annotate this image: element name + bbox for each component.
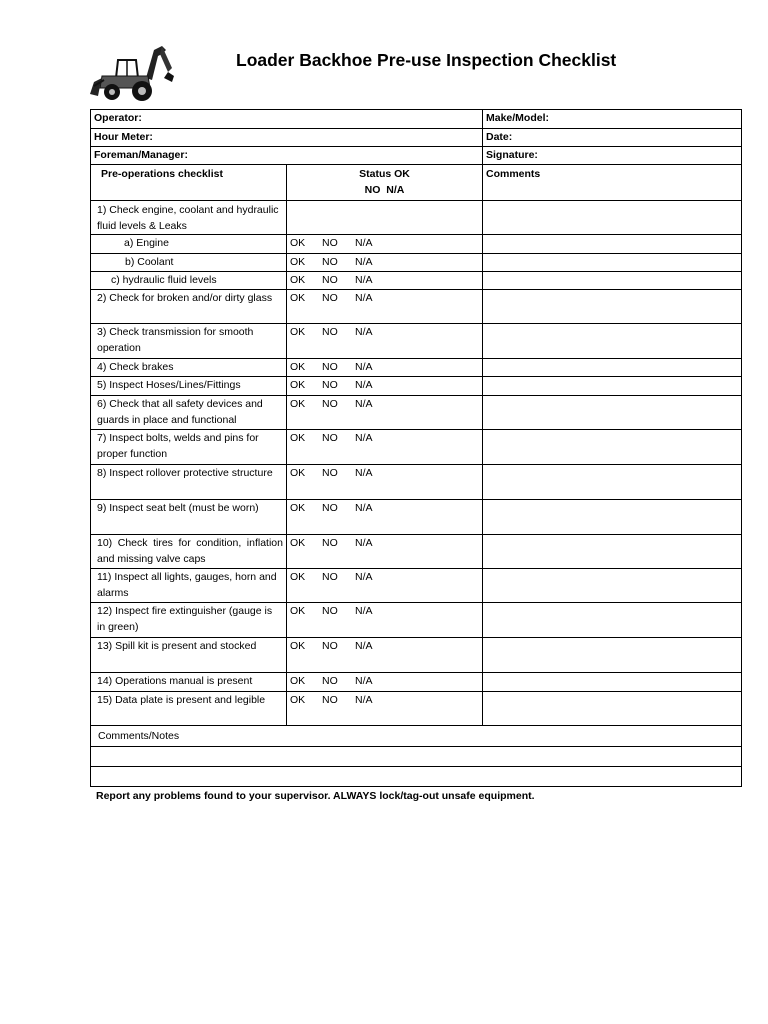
status-no-option[interactable]: NO xyxy=(322,467,338,479)
status-ok-option[interactable]: OK xyxy=(290,502,306,514)
status-no-option[interactable]: NO xyxy=(322,675,338,687)
status-no-option[interactable]: NO xyxy=(322,326,338,338)
item-comment[interactable] xyxy=(483,290,742,324)
item-status[interactable] xyxy=(287,569,483,603)
status-no-option[interactable]: NO xyxy=(322,292,338,304)
status-no-option[interactable]: NO xyxy=(322,256,338,268)
status-ok-option[interactable]: OK xyxy=(290,398,306,410)
item-comment[interactable] xyxy=(483,430,742,465)
status-no-option[interactable]: NO xyxy=(322,605,338,617)
status-na-option[interactable]: N/A xyxy=(355,502,373,514)
status-na-option[interactable]: N/A xyxy=(355,640,373,652)
status-na-option[interactable]: N/A xyxy=(355,292,373,304)
item-status[interactable] xyxy=(287,430,483,465)
notes-input[interactable] xyxy=(91,747,742,767)
notes-input[interactable] xyxy=(91,767,742,787)
checklist-row xyxy=(91,692,742,726)
status-na-option[interactable]: N/A xyxy=(355,467,373,479)
status-no-option[interactable]: NO xyxy=(322,694,338,706)
foreman-field[interactable]: Foreman/Manager: xyxy=(91,147,483,165)
item-status[interactable] xyxy=(287,638,483,673)
status-na-option[interactable]: N/A xyxy=(355,326,373,338)
item-status[interactable] xyxy=(287,377,483,396)
notes-label: Comments/Notes xyxy=(91,726,742,747)
item-status[interactable] xyxy=(287,465,483,500)
status-ok-option[interactable]: OK xyxy=(290,256,306,268)
item-status[interactable] xyxy=(287,290,483,324)
status-na-option[interactable]: N/A xyxy=(355,537,373,549)
status-no-option[interactable]: NO xyxy=(322,571,338,583)
item-label: 5) Inspect Hoses/Lines/Fittings xyxy=(91,377,287,396)
status-column-header xyxy=(287,165,483,201)
notes-header-row xyxy=(91,726,742,747)
item-label: 1) Check engine, coolant and hydraulic fluid levels & Leaks xyxy=(91,201,287,235)
item-label: 14) Operations manual is present xyxy=(91,673,287,692)
status-ok-option[interactable]: OK xyxy=(290,274,306,286)
status-ok-option[interactable]: OK xyxy=(290,379,306,391)
status-ok-option[interactable]: OK xyxy=(290,237,306,249)
status-ok-option[interactable]: OK xyxy=(290,571,306,583)
item-status[interactable] xyxy=(287,272,483,290)
item-label: 8) Inspect rollover protective structure xyxy=(91,465,287,500)
item-label: c) hydraulic fluid levels xyxy=(91,272,287,290)
item-status xyxy=(287,201,483,235)
status-na-option[interactable]: N/A xyxy=(355,432,373,444)
item-status[interactable] xyxy=(287,359,483,377)
item-comment[interactable] xyxy=(483,201,742,235)
status-ok-option[interactable]: OK xyxy=(290,640,306,652)
status-ok-option[interactable]: OK xyxy=(290,292,306,304)
checklist-row xyxy=(91,569,742,603)
status-no-option[interactable]: NO xyxy=(322,379,338,391)
make-model-field[interactable]: Make/Model: xyxy=(483,110,742,129)
status-na-option[interactable]: N/A xyxy=(355,694,373,706)
item-label: 13) Spill kit is present and stocked xyxy=(91,638,287,673)
status-no-option[interactable]: NO xyxy=(322,237,338,249)
item-status[interactable] xyxy=(287,324,483,359)
item-comment[interactable] xyxy=(483,235,742,254)
item-comment[interactable] xyxy=(483,500,742,535)
status-na-option[interactable]: N/A xyxy=(355,379,373,391)
item-status[interactable] xyxy=(287,535,483,569)
checklist-row xyxy=(91,324,742,359)
notes-line xyxy=(91,767,742,787)
status-na-option[interactable]: N/A xyxy=(355,571,373,583)
checklist-row xyxy=(91,535,742,569)
page-title: Loader Backhoe Pre-use Inspection Checklist xyxy=(236,50,617,70)
status-no-option[interactable]: NO xyxy=(322,537,338,549)
checklist-row xyxy=(91,235,742,254)
item-comment[interactable] xyxy=(483,638,742,673)
item-label: 6) Check that all safety devices and guards in place and functional xyxy=(91,396,287,430)
item-status[interactable] xyxy=(287,692,483,726)
status-ok-option[interactable]: OK xyxy=(290,605,306,617)
header-row-operator xyxy=(91,110,742,129)
inspection-checklist-table xyxy=(90,109,742,787)
checklist-row xyxy=(91,673,742,692)
status-na-option[interactable]: N/A xyxy=(355,398,373,410)
item-comment[interactable] xyxy=(483,673,742,692)
header-row-hour-meter xyxy=(91,129,742,147)
status-no-option[interactable]: NO xyxy=(322,274,338,286)
status-na-option[interactable]: N/A xyxy=(355,274,373,286)
column-header-row xyxy=(91,165,742,201)
status-na-option[interactable]: N/A xyxy=(355,675,373,687)
status-ok-option[interactable]: OK xyxy=(290,432,306,444)
status-ok-option[interactable]: OK xyxy=(290,326,306,338)
item-comment[interactable] xyxy=(483,465,742,500)
status-no-option[interactable]: NO xyxy=(322,361,338,373)
date-field[interactable]: Date: xyxy=(483,129,742,147)
backhoe-loader-icon xyxy=(88,42,174,104)
item-comment[interactable] xyxy=(483,603,742,638)
status-na-option[interactable]: N/A xyxy=(355,361,373,373)
checklist-row xyxy=(91,396,742,430)
item-comment[interactable] xyxy=(483,569,742,603)
item-status[interactable] xyxy=(287,673,483,692)
item-comment[interactable] xyxy=(483,254,742,272)
operator-field[interactable]: Operator: xyxy=(91,110,483,129)
item-label: b) Coolant xyxy=(91,254,287,272)
status-header-line1: Status OK xyxy=(359,168,410,180)
signature-field[interactable]: Signature: xyxy=(483,147,742,165)
checklist-row xyxy=(91,272,742,290)
item-label: 3) Check transmission for smooth operation xyxy=(91,324,287,359)
item-status[interactable] xyxy=(287,254,483,272)
footer-note: Report any problems found to your supervisor. ALWAYS lock/tag-out unsafe equipment. xyxy=(96,790,535,802)
status-ok-option[interactable]: OK xyxy=(290,361,306,373)
item-status[interactable] xyxy=(287,603,483,638)
checklist-row xyxy=(91,290,742,324)
status-ok-option[interactable]: OK xyxy=(290,694,306,706)
item-comment[interactable] xyxy=(483,396,742,430)
checklist-row xyxy=(91,430,742,465)
item-label: 7) Inspect bolts, welds and pins for proper function xyxy=(91,430,287,465)
item-label: 9) Inspect seat belt (must be worn) xyxy=(91,500,287,535)
item-status[interactable] xyxy=(287,500,483,535)
status-na-option[interactable]: N/A xyxy=(355,237,373,249)
item-label: 15) Data plate is present and legible xyxy=(91,692,287,726)
comments-column-header: Comments xyxy=(483,165,742,201)
hour-meter-field[interactable]: Hour Meter: xyxy=(91,129,483,147)
status-ok-option[interactable]: OK xyxy=(290,537,306,549)
checklist-row xyxy=(91,465,742,500)
status-header-line2: NO N/A xyxy=(364,184,405,196)
status-no-option[interactable]: NO xyxy=(322,398,338,410)
status-na-option[interactable]: N/A xyxy=(355,605,373,617)
item-label: 11) Inspect all lights, gauges, horn and alarms xyxy=(91,569,287,603)
status-no-option[interactable]: NO xyxy=(322,502,338,514)
item-comment[interactable] xyxy=(483,535,742,569)
item-comment[interactable] xyxy=(483,359,742,377)
item-comment[interactable] xyxy=(483,692,742,726)
checklist-row xyxy=(91,377,742,396)
item-comment[interactable] xyxy=(483,377,742,396)
item-status[interactable] xyxy=(287,235,483,254)
item-comment[interactable] xyxy=(483,324,742,359)
checklist-column-header: Pre-operations checklist xyxy=(91,165,287,201)
item-label: 4) Check brakes xyxy=(91,359,287,377)
checklist-row xyxy=(91,254,742,272)
item-label: 2) Check for broken and/or dirty glass xyxy=(91,290,287,324)
status-no-option[interactable]: NO xyxy=(322,432,338,444)
checklist-row xyxy=(91,638,742,673)
item-label: a) Engine xyxy=(91,235,287,254)
item-label: 12) Inspect fire extinguisher (gauge is in green) xyxy=(91,603,287,638)
checklist-row xyxy=(91,359,742,377)
item-comment[interactable] xyxy=(483,272,742,290)
checklist-row xyxy=(91,603,742,638)
item-status[interactable] xyxy=(287,396,483,430)
checklist-row xyxy=(91,500,742,535)
notes-line xyxy=(91,747,742,767)
header-row-foreman xyxy=(91,147,742,165)
status-ok-option[interactable]: OK xyxy=(290,467,306,479)
status-no-option[interactable]: NO xyxy=(322,640,338,652)
item-label: 10) Check tires for condition, inflation and missing valve caps xyxy=(91,535,287,569)
status-na-option[interactable]: N/A xyxy=(355,256,373,268)
status-ok-option[interactable]: OK xyxy=(290,675,306,687)
checklist-row xyxy=(91,201,742,235)
